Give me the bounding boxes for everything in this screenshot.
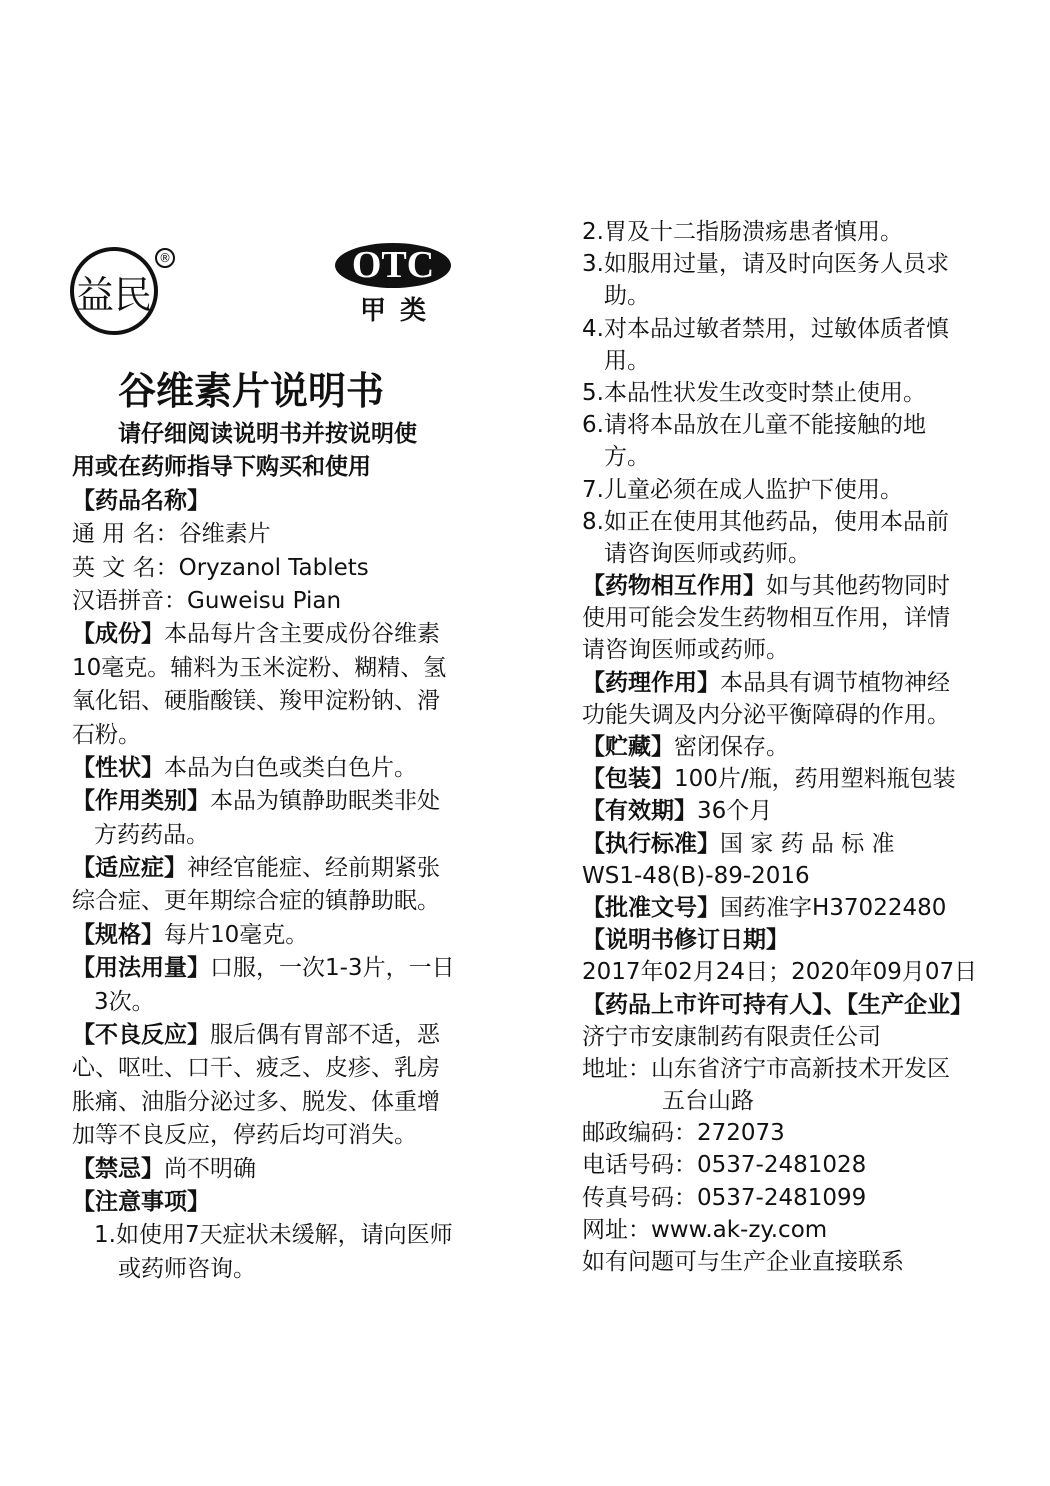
text-line	[72, 1052, 455, 1085]
text-line	[72, 819, 455, 852]
line-text: 7.儿童必须在成人监护下使用。	[582, 476, 903, 503]
section-heading: 【执行标准】	[582, 830, 720, 857]
text-line	[72, 752, 455, 785]
section-heading: 【作用类别】	[72, 788, 210, 815]
brand-logo	[70, 247, 158, 335]
text-line	[582, 892, 977, 924]
line-text: 加等不良反应，停药后均可消失。	[72, 1122, 417, 1149]
line-text: 5.本品性状发生改变时禁止使用。	[582, 379, 926, 406]
line-text: 每片10毫克。	[164, 921, 309, 948]
line-text: 功能失调及内分泌平衡障碍的作用。	[582, 701, 950, 728]
line-text: 神经官能症、经前期紧张	[187, 855, 440, 882]
text-line	[72, 986, 455, 1019]
text-line	[582, 313, 977, 345]
line-text: 100片/瓶，药用塑料瓶包装	[674, 766, 956, 793]
line-text: 通 用 名：谷维素片	[72, 521, 271, 548]
line-text: 或药师咨询。	[118, 1255, 256, 1282]
text-line	[582, 634, 977, 666]
text-line	[72, 418, 455, 451]
section-heading: 【成份】	[72, 621, 164, 648]
line-text: 使用可能会发生药物相互作用，详情	[582, 605, 950, 632]
text-line	[582, 248, 977, 280]
text-line	[72, 652, 455, 685]
text-line	[72, 1219, 455, 1252]
registered-mark: ®	[155, 248, 175, 268]
line-text: 本品具有调节植物神经	[720, 669, 950, 696]
line-text: 36个月	[697, 798, 773, 825]
section-heading: 【有效期】	[582, 798, 697, 825]
text-line	[582, 795, 977, 827]
text-line	[582, 570, 977, 602]
text-line	[72, 1253, 455, 1286]
text-line	[582, 828, 977, 860]
line-text: 传真号码：0537-2481099	[582, 1184, 867, 1211]
section-heading: 【说明书修订日期】	[582, 927, 789, 954]
line-text: 密闭保存。	[674, 734, 789, 760]
line-text: 综合症、更年期综合症的镇静助眠。	[72, 888, 440, 915]
line-text: 4.对本品过敏者禁用，过敏体质者慎	[582, 315, 949, 342]
text-line	[582, 441, 977, 473]
line-text: 尚不明确	[164, 1155, 256, 1182]
line-text: 请咨询医师或药师。	[604, 540, 811, 567]
text-line	[582, 924, 977, 956]
text-line	[72, 719, 455, 752]
line-text: 3.如服用过量，请及时向医务人员求	[582, 251, 949, 278]
line-text: 2.胃及十二指肠溃疡患者慎用。	[582, 219, 903, 245]
line-text: 口服，一次1-3片，一日	[210, 955, 455, 982]
line-text: 本品为镇静助眠类非处	[210, 788, 440, 815]
line-text: 如与其他药物同时	[766, 573, 950, 600]
text-line	[582, 345, 977, 377]
line-text: 3次。	[94, 988, 155, 1015]
line-text: 邮政编码：272073	[582, 1120, 785, 1147]
text-line	[582, 409, 977, 441]
line-text: 电话号码：0537-2481028	[582, 1152, 867, 1179]
section-heading: 【批准文号】	[582, 894, 720, 921]
line-text: 氧化铝、硬脂酸镁、羧甲淀粉钠、滑	[72, 688, 440, 715]
line-text: 英 文 名：Oryzanol Tablets	[72, 554, 369, 581]
right-column	[582, 216, 977, 1278]
line-text: 方。	[604, 444, 650, 471]
section-heading: 【规格】	[72, 921, 164, 948]
line-text: 地址：山东省济宁市高新技术开发区	[582, 1055, 950, 1082]
text-line	[582, 1053, 977, 1085]
line-text: 胀痛、油脂分泌过多、脱发、体重增	[72, 1088, 440, 1115]
line-text: 助。	[604, 283, 650, 310]
line-text: 石粉。	[72, 721, 141, 748]
line-text: 国药准字H37022480	[720, 894, 947, 921]
text-line	[72, 451, 455, 484]
text-line	[72, 919, 455, 952]
section-heading: 【用法用量】	[72, 955, 210, 982]
section-heading: 【适应症】	[72, 855, 187, 882]
text-line	[582, 280, 977, 312]
text-line	[582, 1182, 977, 1214]
line-text: WS1-48(B)-89-2016	[582, 862, 810, 889]
section-heading: 【包装】	[582, 766, 674, 793]
line-text: 网址：www.ak-zy.com	[582, 1216, 828, 1243]
section-heading: 【贮藏】	[582, 734, 674, 760]
line-text: 国 家 药 品 标 准	[720, 830, 895, 857]
text-line	[72, 552, 455, 585]
text-line	[582, 731, 977, 763]
text-line	[72, 685, 455, 718]
text-line	[582, 474, 977, 506]
text-line	[582, 989, 977, 1021]
otc-class: 甲类	[360, 296, 441, 326]
section-heading: 【药品名称】	[72, 487, 210, 514]
text-line	[582, 1214, 977, 1246]
line-text: 用或在药师指导下购买和使用	[72, 454, 371, 481]
text-line	[72, 1153, 455, 1186]
line-text: 6.请将本品放在儿童不能接触的地	[582, 412, 926, 439]
line-text: 1.如使用7天症状未缓解，请向医师	[94, 1222, 453, 1249]
text-line	[72, 618, 455, 651]
text-line	[582, 763, 977, 795]
line-text: 如有问题可与生产企业直接联系	[582, 1249, 904, 1275]
document-title: 谷维素片说明书	[118, 368, 385, 413]
line-text: 济宁市安康制药有限责任公司	[582, 1023, 881, 1050]
section-heading: 【药物相互作用】	[582, 573, 766, 600]
line-text: 请咨询医师或药师。	[582, 637, 789, 664]
text-line	[72, 1119, 455, 1152]
line-text: 汉语拼音：Guweisu Pian	[72, 587, 342, 614]
text-line	[582, 1021, 977, 1053]
text-line	[72, 485, 455, 518]
text-line	[582, 377, 977, 409]
text-line	[72, 852, 455, 885]
text-line	[582, 699, 977, 731]
text-line	[582, 538, 977, 570]
text-line	[72, 885, 455, 918]
line-text: 请仔细阅读说明书并按说明使	[118, 421, 417, 447]
text-line	[582, 860, 977, 892]
text-line	[582, 1246, 977, 1278]
otc-badge: OTC	[335, 243, 451, 288]
section-heading: 【禁忌】	[72, 1155, 164, 1182]
text-line	[72, 1086, 455, 1119]
line-text: 8.如正在使用其他药品，使用本品前	[582, 508, 949, 535]
text-line	[582, 506, 977, 538]
line-text: 五台山路	[662, 1088, 754, 1115]
left-column	[72, 418, 455, 1286]
text-line	[72, 952, 455, 985]
section-heading: 【不良反应】	[72, 1022, 210, 1049]
line-text: 方药药品。	[94, 821, 209, 848]
line-text: 服后偶有胃部不适，恶	[210, 1022, 440, 1049]
section-heading: 【注意事项】	[72, 1188, 210, 1215]
text-line	[72, 785, 455, 818]
section-heading: 【药品上市许可持有人】、【生产企业】	[582, 991, 973, 1018]
section-heading: 【性状】	[72, 754, 164, 781]
text-line	[582, 602, 977, 634]
line-text: 2017年02月24日；2020年09月07日	[582, 959, 978, 986]
section-heading: 【药理作用】	[582, 669, 720, 696]
line-text: 本品每片含主要成份谷维素	[164, 621, 440, 648]
text-line	[582, 1117, 977, 1149]
text-line	[72, 1186, 455, 1219]
text-line	[582, 956, 977, 988]
logo-text: 益民	[75, 272, 152, 317]
line-text: 用。	[604, 347, 650, 374]
text-line	[72, 518, 455, 551]
text-line	[72, 585, 455, 618]
line-text: 心、呕吐、口干、疲乏、皮疹、乳房	[72, 1055, 440, 1082]
line-text: 10毫克。辅料为玉米淀粉、糊精、氢	[72, 654, 447, 681]
text-line	[582, 1085, 977, 1117]
line-text: 本品为白色或类白色片。	[164, 754, 417, 781]
text-line	[72, 1019, 455, 1052]
text-line	[582, 667, 977, 699]
text-line	[582, 1149, 977, 1181]
text-line	[582, 216, 977, 248]
